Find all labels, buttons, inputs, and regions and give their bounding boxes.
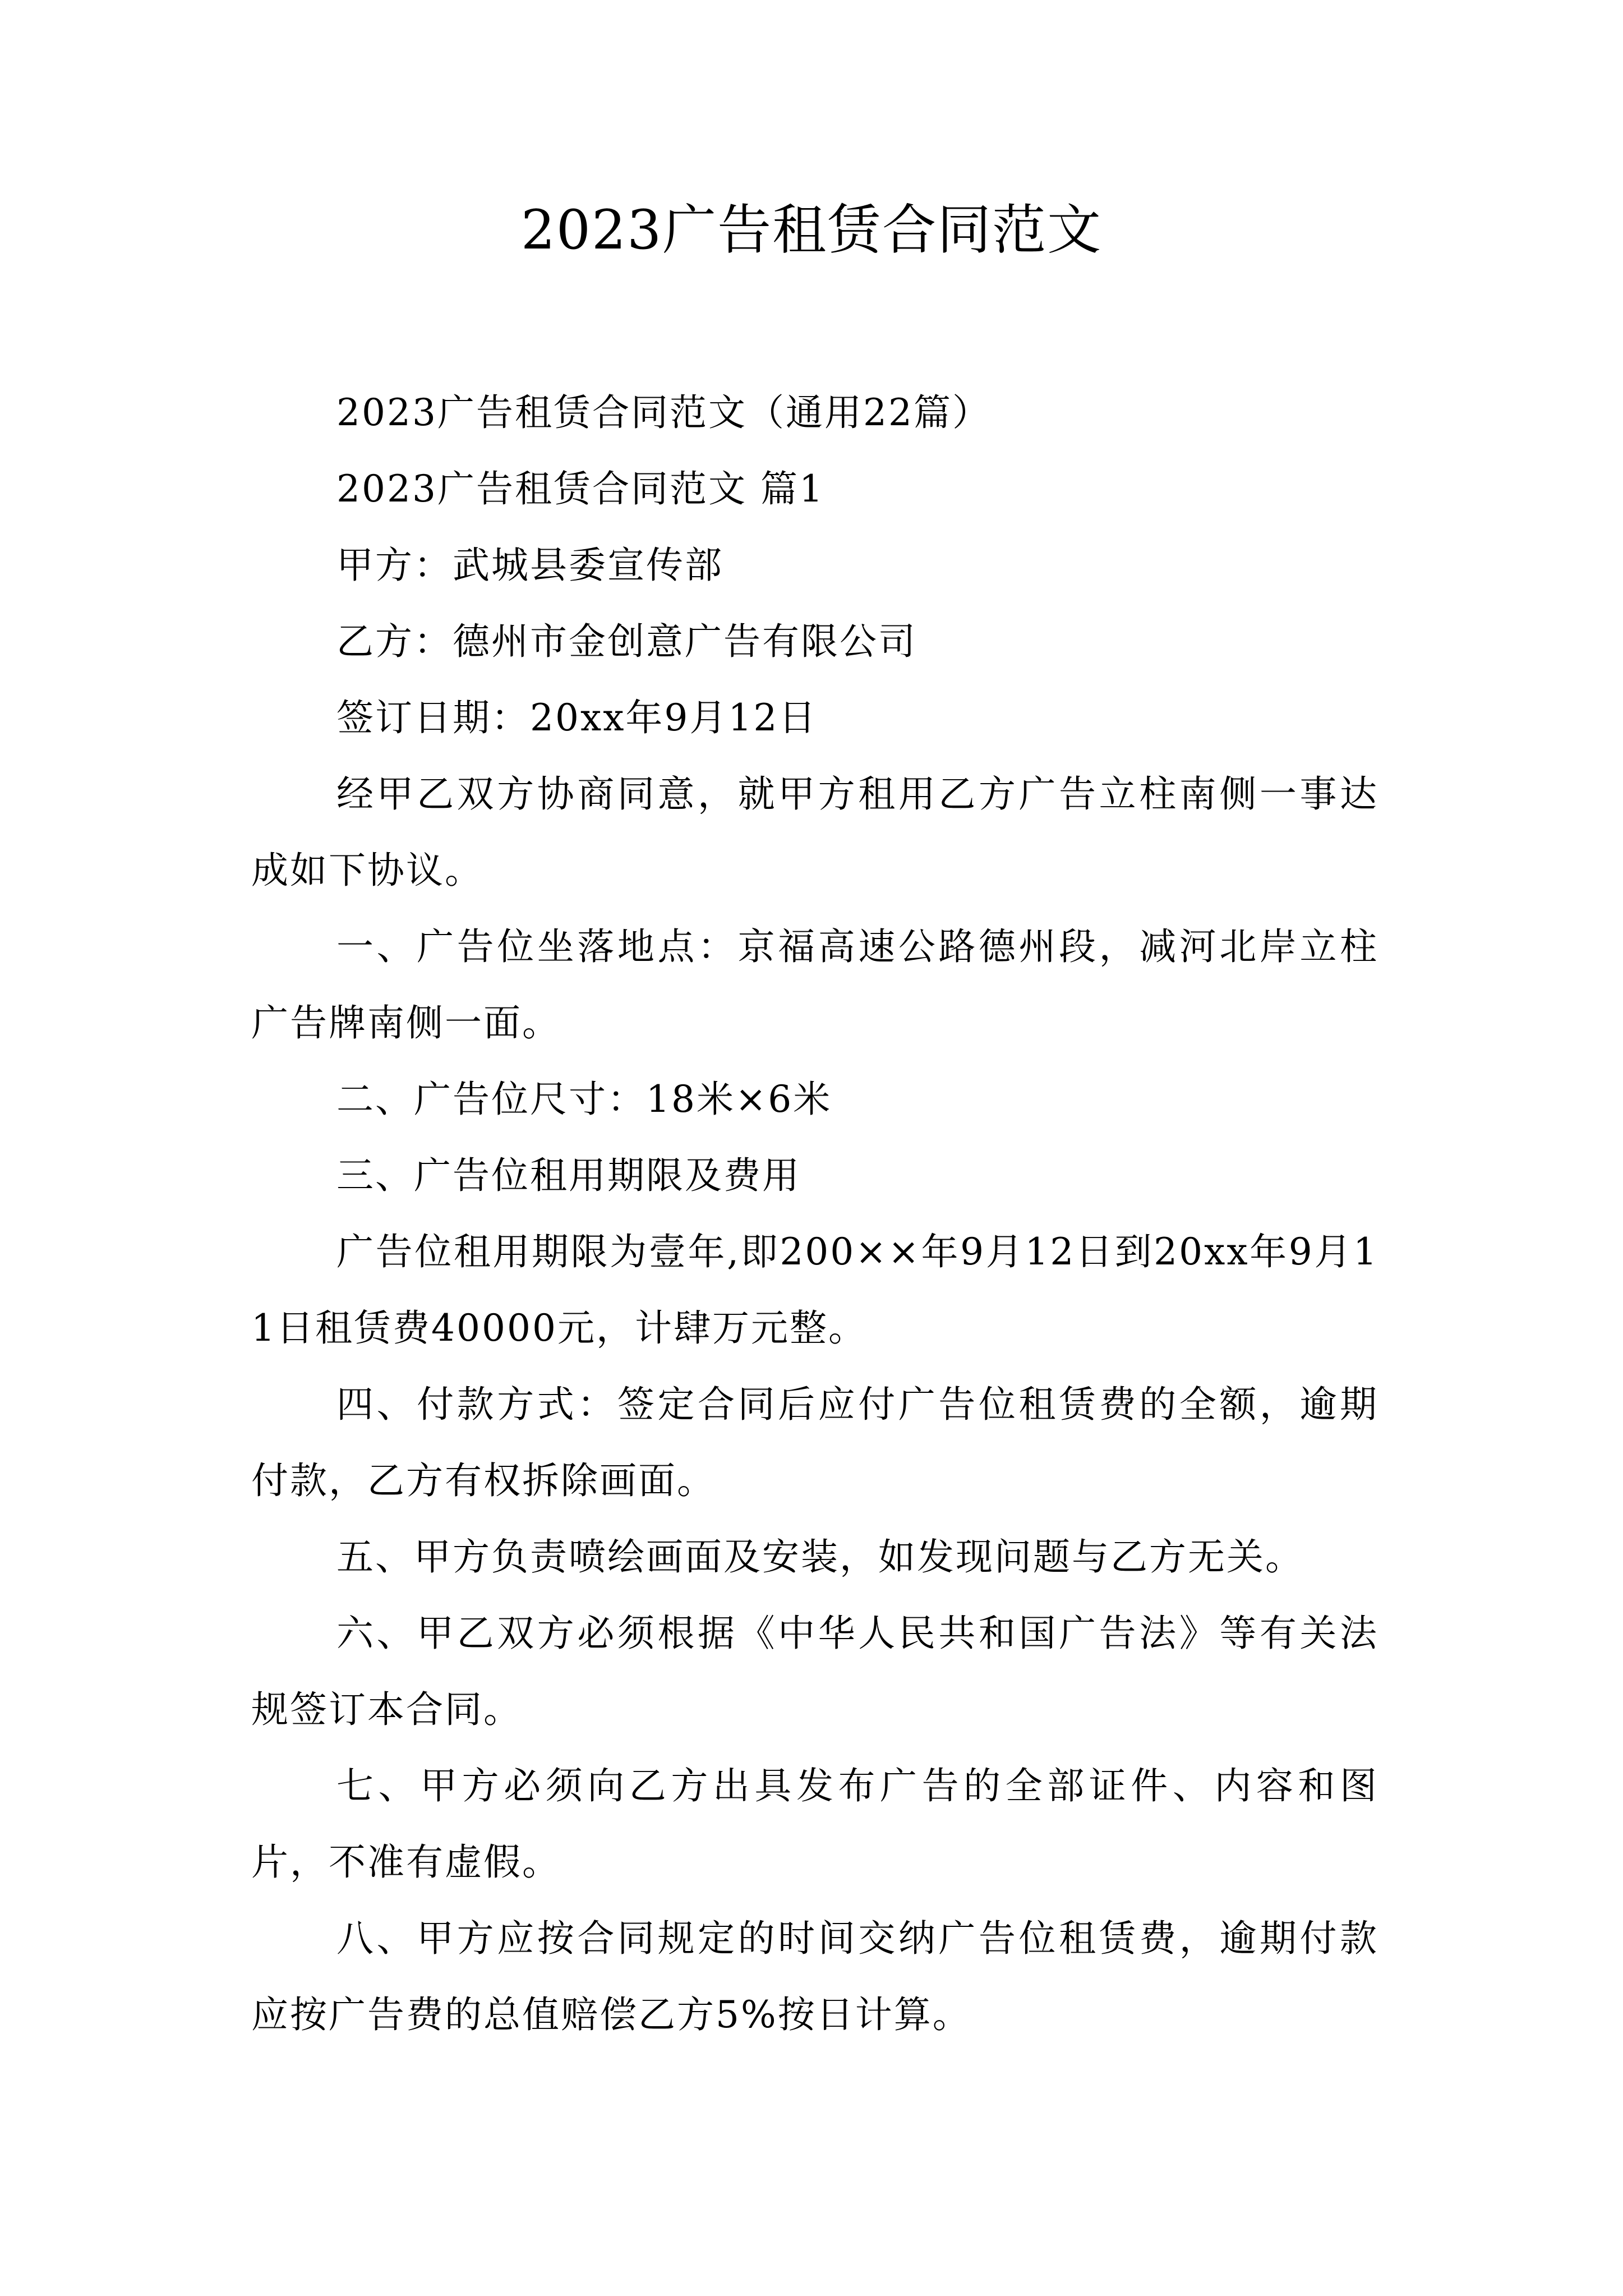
paragraph-collection-title: 2023广告租赁合同范文（通用22篇） [336, 391, 991, 434]
paragraph-clause-4: 四、付款方式：签定合同后应付广告位租赁费的全额，逾期付款，乙方有权拆除画面。 [251, 1383, 1378, 1502]
paragraph-clause-6: 六、甲乙双方必须根据《中华人民共和国广告法》等有关法规签订本合同。 [251, 1612, 1378, 1731]
paragraph-signing-date: 签订日期：20xx年9月12日 [336, 696, 818, 739]
paragraph-clause-7: 七、甲方必须向乙方出具发布广告的全部证件、内容和图片，不准有虚假。 [251, 1764, 1378, 1884]
paragraph-clause-3-detail: 广告位租用期限为壹年,即200××年9月12日到20xx年9月11日租赁费40000元，计肆万元整。 [251, 1230, 1378, 1350]
paragraph-clause-8: 八、甲方应按合同规定的时间交纳广告位租赁费，逾期付款应按广告费的总值赔偿乙方5%按日计算。 [251, 1917, 1378, 2036]
paragraph-clause-3: 三、广告位租用期限及费用 [336, 1154, 801, 1197]
paragraph-party-a: 甲方：武城县委宣传部 [336, 544, 723, 587]
document-title: 2023广告租赁合同范文 [520, 199, 1103, 261]
paragraph-preamble: 经甲乙双方协商同意，就甲方租用乙方广告立柱南侧一事达成如下协议。 [251, 772, 1378, 892]
paragraph-clause-5: 五、甲方负责喷绘画面及安装，如发现问题与乙方无关。 [336, 1535, 1304, 1579]
paragraph-section-heading: 2023广告租赁合同范文 篇1 [336, 467, 824, 510]
paragraph-party-b: 乙方：德州市金创意广告有限公司 [336, 620, 917, 663]
paragraph-clause-2: 二、广告位尺寸：18米×6米 [336, 1078, 832, 1121]
paragraph-clause-1: 一、广告位坐落地点：京福高速公路德州段，减河北岸立柱广告牌南侧一面。 [251, 925, 1378, 1045]
document-body [251, 375, 1378, 2053]
